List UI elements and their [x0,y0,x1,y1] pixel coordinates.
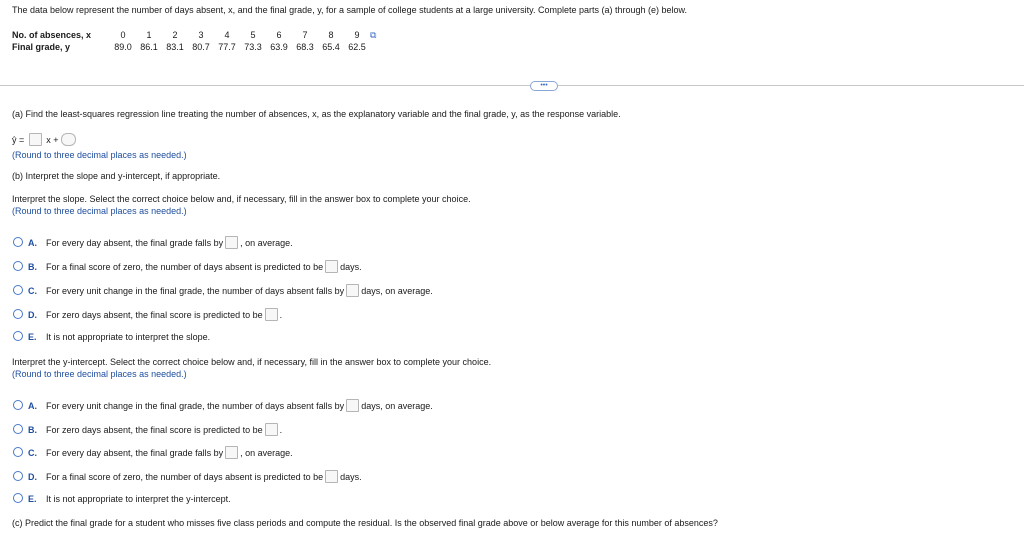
radio-button[interactable] [13,447,23,457]
radio-button[interactable] [13,424,23,434]
y-value: 83.1 [166,42,184,52]
part-c-question: (c) Predict the final grade for a student who misses five class periods and compute the residual. Is the observed final grade above or below average for this number of absences? [12,518,718,528]
slope-option-c[interactable]: C. For every unit change in the final grade, the number of days absent falls by days, on average. [13,284,433,298]
answer-box[interactable] [325,260,338,273]
x-value: 5 [250,30,256,40]
radio-button[interactable] [13,309,23,319]
slope-prompt: Interpret the slope. Select the correct choice below and, if necessary, fill in the answer box to complete your choice. [12,194,471,204]
y-value: 77.7 [218,42,236,52]
radio-button[interactable] [13,471,23,481]
y-value: 68.3 [296,42,314,52]
x-value: 1 [146,30,152,40]
y-value: 63.9 [270,42,288,52]
intro-text: The data below represent the number of days absent, x, and the final grade, y, for a sample of college students at a large university. Complete parts (a) through (e) below. [12,5,688,15]
radio-button[interactable] [13,285,23,295]
radio-button[interactable] [13,493,23,503]
intercept-round-note: (Round to three decimal places as needed.) [12,369,187,379]
intercept-option-c[interactable]: C. For every day absent, the final grade falls by , on average. [13,446,293,460]
intercept-option-b[interactable]: B. For zero days absent, the final score is predicted to be . [13,423,282,437]
intercept-option-a[interactable]: A. For every unit change in the final grade, the number of days absent falls by days, on average. [13,399,433,413]
x-value: 2 [172,30,178,40]
part-b-question: (b) Interpret the slope and y-intercept, if appropriate. [12,171,221,181]
x-value: 6 [276,30,282,40]
radio-button[interactable] [13,331,23,341]
slope-option-e[interactable]: E. It is not appropriate to interpret the slope. [13,330,210,344]
slope-answer-box[interactable] [29,133,42,146]
answer-box[interactable] [325,470,338,483]
section-divider [0,85,1024,86]
part-a-round-note: (Round to three decimal places as needed.) [12,150,187,160]
y-value: 80.7 [192,42,210,52]
x-value: 8 [328,30,334,40]
x-value: 0 [120,30,126,40]
intercept-option-e[interactable]: E. It is not appropriate to interpret the y-intercept. [13,492,231,506]
regression-equation [12,133,76,147]
y-value: 86.1 [140,42,158,52]
intercept-prompt: Interpret the y-intercept. Select the correct choice below and, if necessary, fill in the answer box to complete your choice. [12,357,492,367]
answer-box[interactable] [225,236,238,249]
row-x-label: No. of absences, x [12,30,92,40]
radio-button[interactable] [13,237,23,247]
radio-button[interactable] [13,261,23,271]
slope-option-b[interactable]: B. For a final score of zero, the number of days absent is predicted to be days. [13,260,362,274]
data-table [12,29,384,53]
answer-box[interactable] [225,446,238,459]
part-a-question: (a) Find the least-squares regression line treating the number of absences, x, as the explanatory variable and the final grade, y, as the response variable. [12,109,621,119]
x-value: 9 [354,30,360,40]
slope-option-a[interactable]: A. For every day absent, the final grade falls by , on average. [13,236,293,250]
answer-box[interactable] [346,284,359,297]
y-value: 73.3 [244,42,262,52]
x-value: 3 [198,30,204,40]
table-row-y [12,41,384,53]
x-value: 7 [302,30,308,40]
expand-button[interactable]: ••• [530,81,558,91]
answer-box[interactable] [265,423,278,436]
y-value: 65.4 [322,42,340,52]
y-value: 62.5 [348,42,366,52]
slope-option-d[interactable]: D. For zero days absent, the final score is predicted to be . [13,308,282,322]
x-plus-label: x + [46,135,59,145]
intercept-answer-box[interactable] [61,133,76,146]
copy-cell [370,29,384,41]
row-y-label: Final grade, y [12,42,71,52]
answer-box[interactable] [265,308,278,321]
slope-round-note: (Round to three decimal places as needed.) [12,206,187,216]
radio-button[interactable] [13,400,23,410]
yhat-label: ŷ = [12,135,25,145]
empty-cell [370,41,384,53]
x-value: 4 [224,30,230,40]
answer-box[interactable] [346,399,359,412]
table-row-x [12,29,384,41]
y-value: 89.0 [114,42,132,52]
copy-data-icon[interactable]: ⧉ [370,30,377,40]
intercept-option-d[interactable]: D. For a final score of zero, the number of days absent is predicted to be days. [13,470,362,484]
